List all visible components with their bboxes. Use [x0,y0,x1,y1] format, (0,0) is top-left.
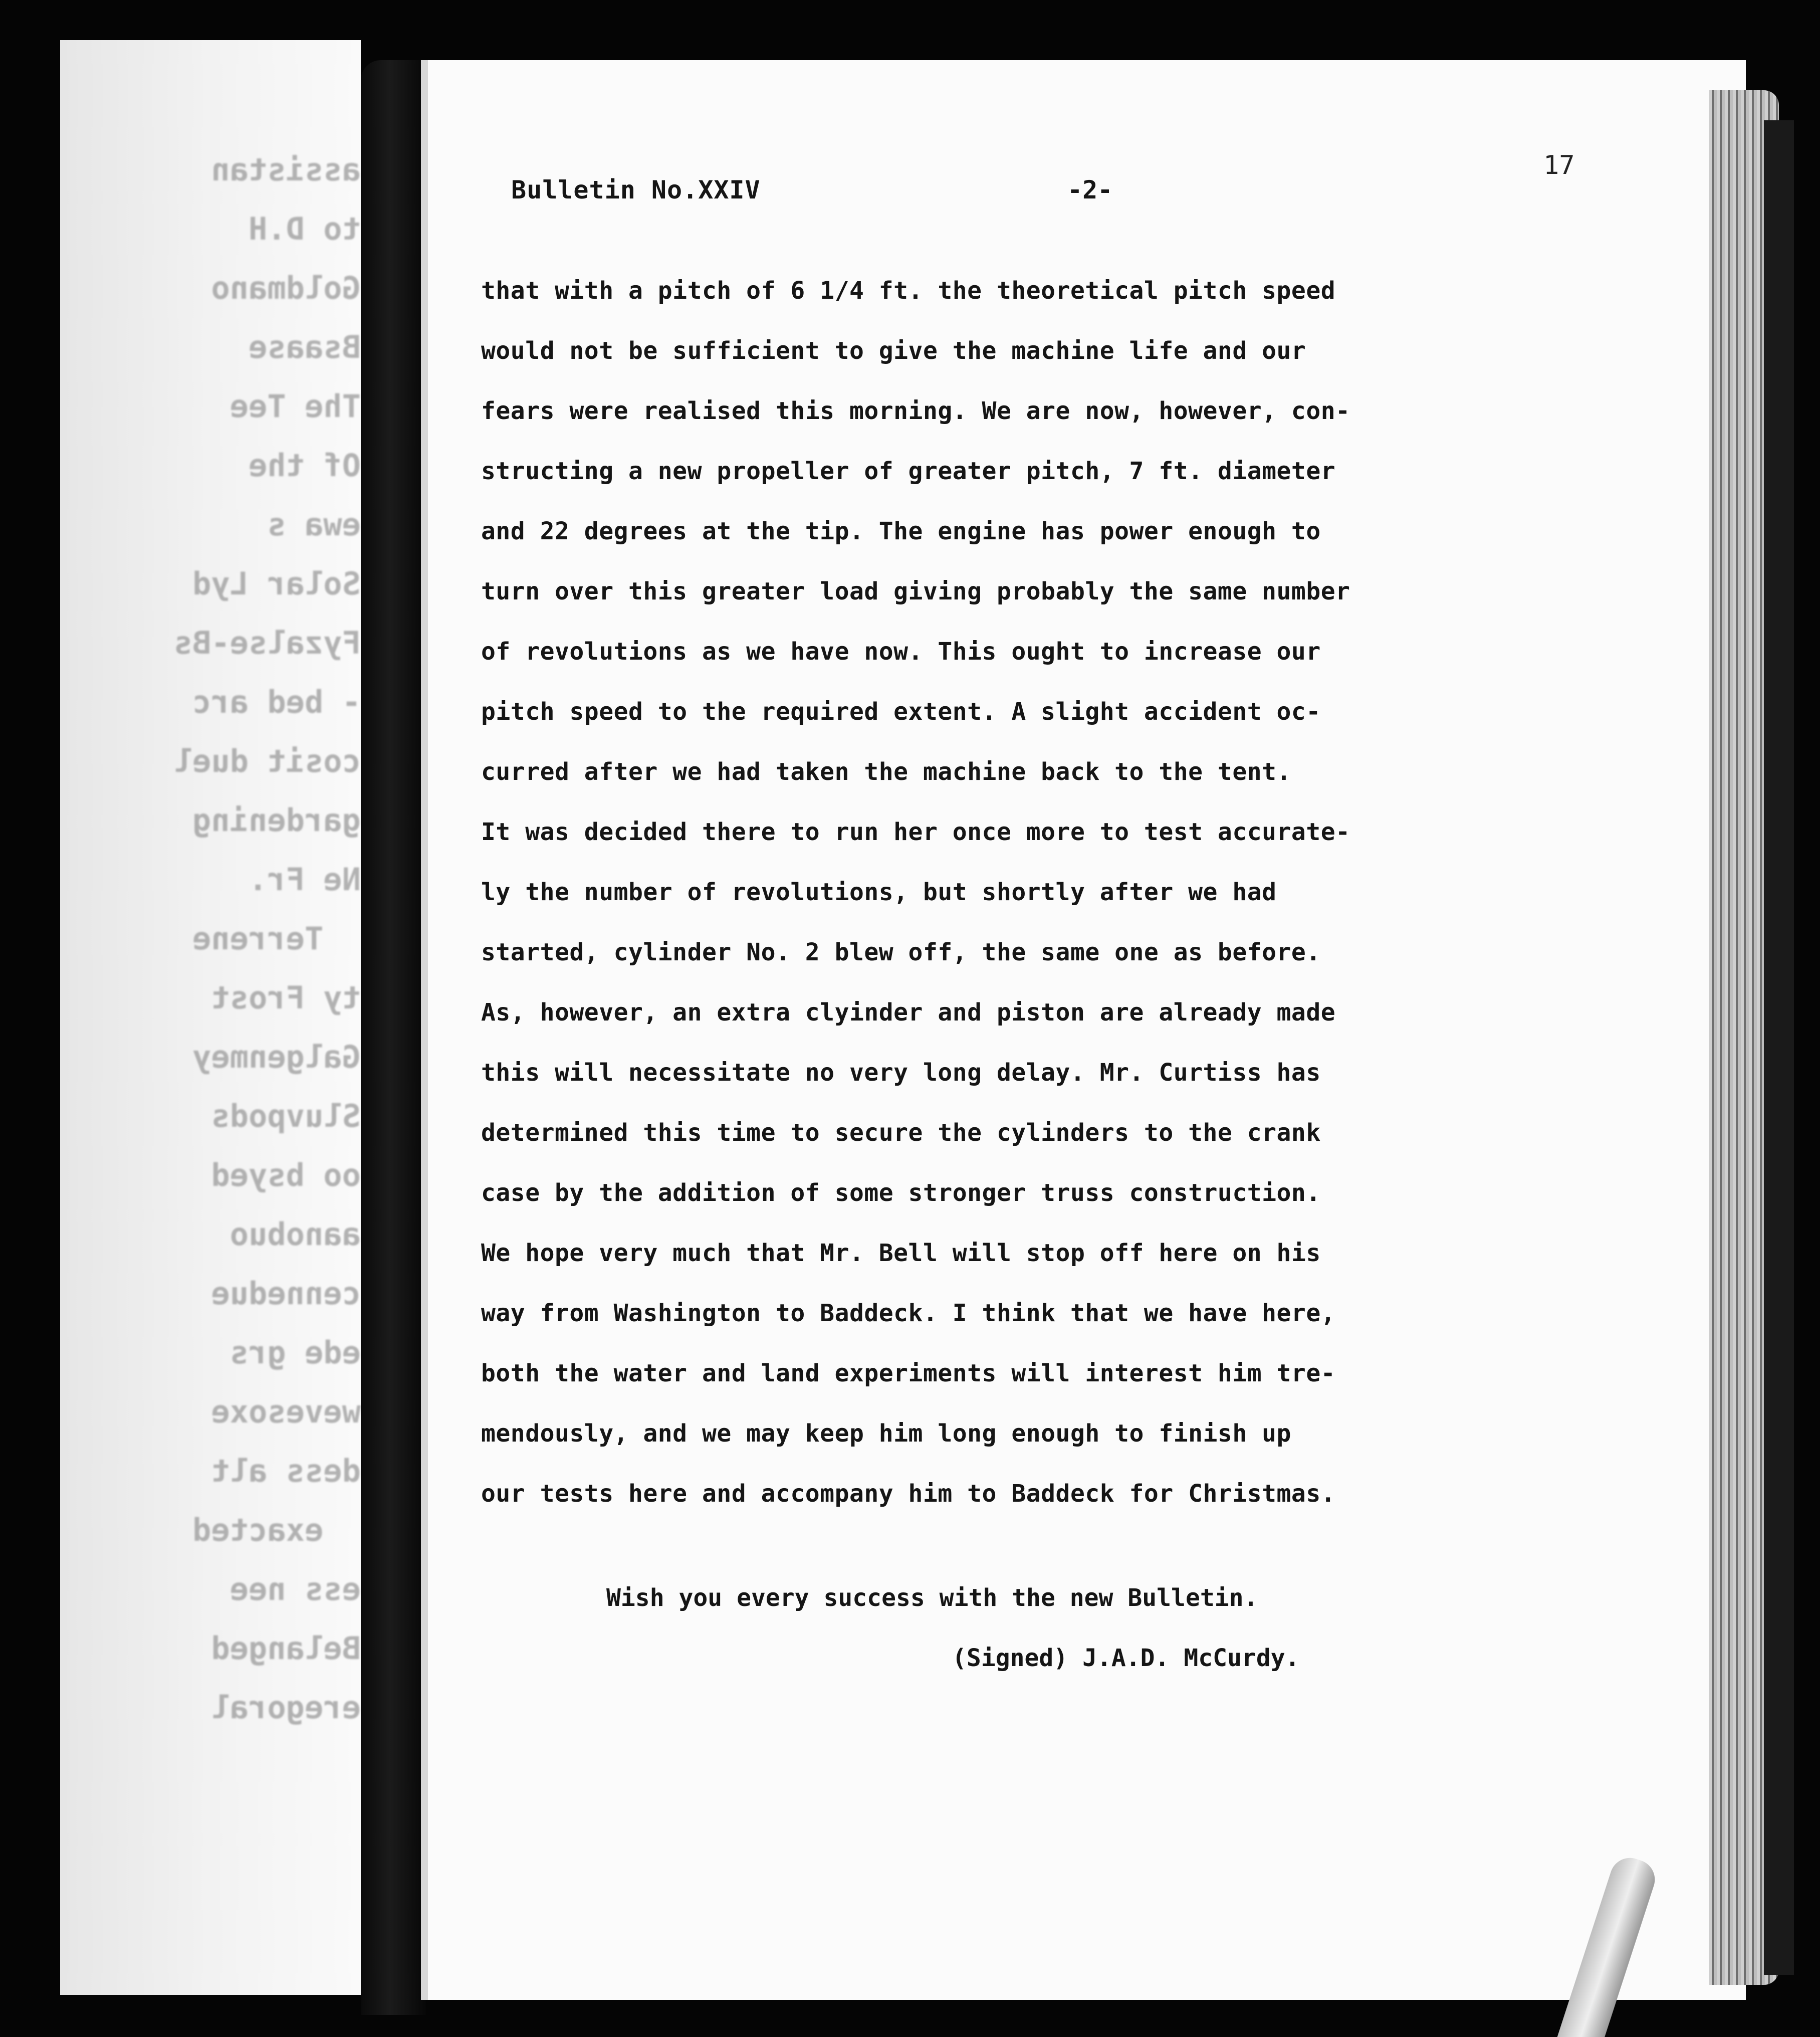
text-line: curred after we had taken the machine back to the tent. [481,758,1291,786]
bulletin-header: Bulletin No.XXIV [511,175,761,205]
text-line: pitch speed to the required extent. A slight accident oc- [481,698,1321,726]
bleed-line: Goldmano [211,270,361,306]
text-line: of revolutions as we have now. This ought to increase our [481,638,1321,666]
bleed-line: oo bsyed [211,1157,361,1193]
bleed-line: ty Frost [211,979,361,1016]
text-line: ly the number of revolutions, but shortly after we had [481,878,1277,906]
bleed-line: ewa s [267,506,361,543]
bleed-line: ess nee [230,1571,361,1607]
left-facing-page [60,40,361,1995]
page-marker: -2- [1067,175,1113,205]
text-line: this will necessitate no very long delay. Mr. Curtiss has [481,1059,1321,1087]
page-edges-shadow [1764,120,1794,1975]
text-line: mendously, and we may keep him long enough to finish up [481,1419,1291,1448]
text-line: case by the addition of some stronger truss construction. [481,1179,1321,1207]
text-line: started, cylinder No. 2 blew off, the same one as before. [481,938,1321,966]
bleed-line: The Tee [230,388,361,425]
text-line: structing a new propeller of greater pitch, 7 ft. diameter [481,457,1336,485]
bleed-line: Of the [249,447,361,484]
bleed-line: - bed arc [192,684,361,720]
closing-line: Wish you every success with the new Bulletin. [606,1584,1258,1612]
text-line: that with a pitch of 6 1/4 ft. the theoretical pitch speed [481,277,1336,305]
bleed-line: ede grs [230,1334,361,1371]
bleed-line: exacted [192,1512,361,1548]
text-line: our tests here and accompany him to Baddeck for Christmas. [481,1480,1336,1508]
text-line: As, however, an extra clyinder and piston are already made [481,998,1336,1027]
text-line: both the water and land experiments will interest him tre- [481,1359,1336,1387]
text-line: turn over this greater load giving probably the same number [481,577,1350,605]
bleed-line: aanobuo [230,1216,361,1253]
bleed-line: cennedue [211,1275,361,1312]
bleed-line: Galgenmey [192,1039,361,1075]
book-spine-gutter [361,60,426,2015]
bleed-line: gardening [192,802,361,839]
text-line: and 22 degrees at the tip. The engine has power enough to [481,517,1321,545]
text-line: It was decided there to run her once more to test accurate- [481,818,1350,846]
bleed-line: Fyzalse-Bs [173,625,361,661]
bleed-line: eregoral [211,1689,361,1726]
bleed-line: wevesoxe [211,1393,361,1430]
letter-body [481,261,1664,1524]
signature: (Signed) J.A.D. McCurdy. [952,1644,1300,1672]
text-line: would not be sufficient to give the machine life and our [481,337,1306,365]
left-page-bleed-text [60,140,361,1737]
bleed-line: Ne Fr. [249,861,361,898]
bleed-line: Solar Lyd [192,565,361,602]
bleed-line: cosit duel [173,743,361,779]
text-line: We hope very much that Mr. Bell will stop off here on his [481,1239,1321,1267]
bleed-line: to D.H [249,211,361,247]
bleed-line: assistan [211,151,361,188]
text-line: fears were realised this morning. We are now, however, con- [481,397,1350,425]
bleed-line: Terrene [192,920,361,957]
page-number: 17 [1543,150,1575,180]
bleed-line: Belanged [211,1630,361,1667]
text-line: determined this time to secure the cylinders to the crank [481,1119,1321,1147]
bleed-line: Sluvpods [211,1098,361,1134]
text-line: way from Washington to Baddeck. I think that we have here, [481,1299,1336,1327]
bleed-line: dess alt [211,1453,361,1489]
bleed-line: Bsaase [249,329,361,365]
